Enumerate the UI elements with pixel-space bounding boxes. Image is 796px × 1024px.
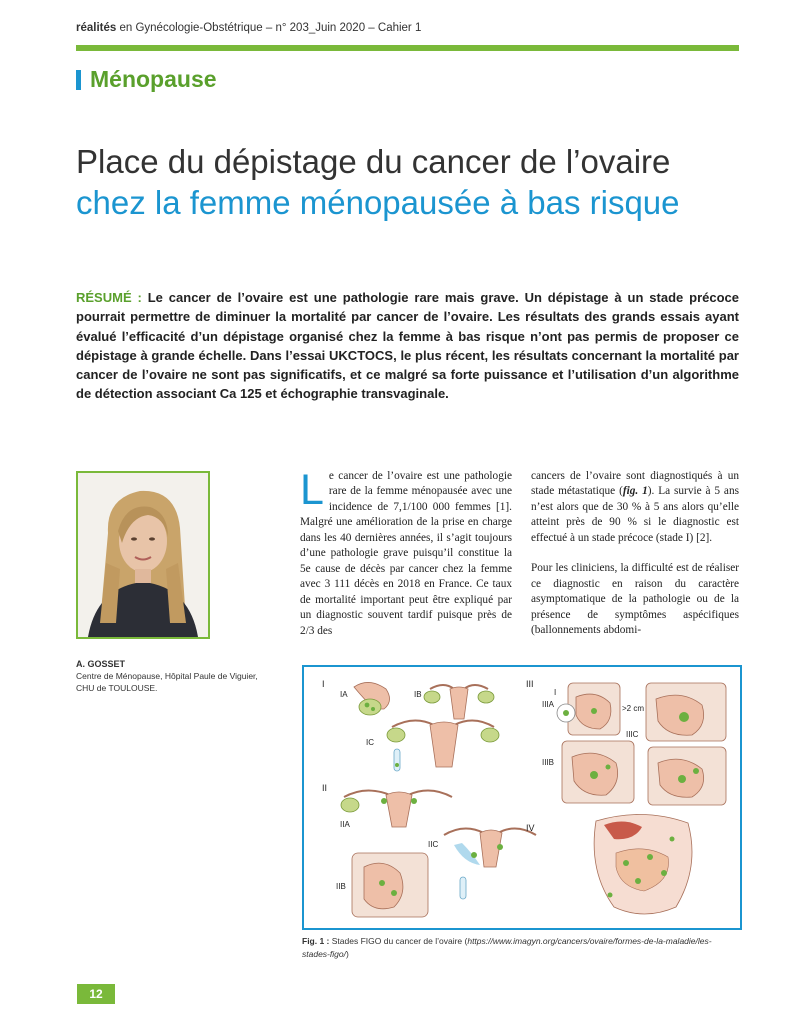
pelvis-iiib (562, 741, 634, 803)
figure-reference: fig. 1 (622, 485, 648, 498)
body-paragraph-1 (531, 469, 739, 546)
journal-name: réalités (76, 22, 117, 34)
label-stage-IIC: IIC (428, 840, 439, 849)
label-stage-IIA: IIA (340, 820, 350, 829)
author-block (76, 658, 276, 694)
pelvis-iiia (557, 683, 620, 735)
abstract (76, 288, 739, 404)
label-stage-IA: IA (340, 690, 348, 699)
article-title-line1: Place du dépistage du cancer de l’ovaire (76, 143, 671, 180)
uterus-ib (424, 685, 494, 719)
author-photo (76, 471, 210, 639)
label-stage-III: III (526, 679, 534, 689)
pelvis-iib (352, 853, 428, 917)
pelvis-iiic-bottom (648, 747, 726, 805)
label-gt2cm: >2 cm (622, 704, 645, 713)
author-portrait-image (78, 473, 208, 637)
label-stage-IIIB: IIIB (542, 758, 555, 767)
label-stage-IB: IB (414, 690, 422, 699)
caption-end: ) (345, 948, 349, 959)
body-text: cancers de l’ovaire sont diagnostiqués à un stade métastatique ( (531, 470, 739, 498)
caption-url[interactable]: https://www.imagyn.org/cancers/ovaire/formes-de-la-maladie/les-stades-figo/ (302, 936, 712, 959)
label-stage-IV: IV (526, 823, 535, 833)
uterus-ia (354, 682, 390, 715)
article-title-line2: chez la femme ménopausée à bas risque (76, 184, 680, 221)
label-stage-IIIC: IIIC (626, 730, 639, 739)
drop-cap: L (300, 466, 324, 514)
body-paragraph-2: Pour les cliniciens, la difficulté est de réaliser ce diagnostic en raison du caractère asymptomatique de la pathologie ou de la présence de symptômes aspécifiques (ballonnements abdomi- (531, 562, 739, 637)
body-text-col1: e cancer de l’ovaire est une pathologie rare de la femme ménopausée avec une incidence de 7,1/100 000 femmes [1]. Malgré une amélioration de la prise en charge dans les 40 dernières années, il s’agit toujours d’une pathologie grave puisqu’il constitue la 5e cause de décès par cancer chez la femme avec 3 111 décès en 2018 en France. Ce taux de mortalité important peut être expliqué par un diagnostic souvent tardif puisque près de 2/3 des (300, 470, 512, 637)
label-stage-I: I (322, 679, 325, 689)
figure-figo-stages (302, 665, 742, 930)
label-stage-III-i: I (554, 688, 557, 697)
section-marker (76, 70, 81, 90)
label-stage-II: II (322, 783, 328, 793)
author-name: A. GOSSET (76, 659, 126, 669)
abstract-text: Le cancer de l’ovaire est une pathologie rare mais grave. Un dépistage à un stade précoce pourrait permettre de diminuer la mortalité par cancer de l’ovaire. Les résultats des grands essais ayant évalué l’efficacité d’un dépistage organisé chez la femme à bas risque n’ont pas permis de proposer ce dépistage à grande échelle. Dans l’essai UKCTOCS, le plus récent, les résultats concernant la mortalité par cancer de l’ovaire ne sont pas significatifs, et ce malgré sa forte puissance et l’utilisation d’un algorithme de détection associant Ca 125 et échographie transvaginale. (76, 290, 739, 402)
page-number: 12 (77, 984, 115, 1004)
journal-issue: en Gynécologie-Obstétrique – n° 203_Juin 2020 – Cahier 1 (116, 22, 422, 34)
section-label (76, 66, 217, 93)
body-text: ). La survie à 5 ans n’est alors que de 30 % à 5 ans alors qu’elle atteint près de 90 % si le diagnostic est effectué à un stade précoce (stade I) [2]. (531, 485, 739, 544)
section-title: Ménopause (90, 66, 217, 92)
label-stage-IIB: IIB (336, 882, 346, 891)
figure-caption (302, 935, 738, 960)
pelvis-iiic-top (646, 683, 726, 741)
uterus-iia (341, 790, 452, 827)
author-affiliation: Centre de Ménopause, Hôpital Paule de Viguier, CHU de TOULOUSE. (76, 671, 258, 693)
running-header (76, 22, 421, 34)
figo-stages-illustration (304, 667, 740, 928)
caption-label: Fig. 1 : (302, 936, 330, 946)
uterus-ic (387, 720, 499, 771)
abstract-label: RÉSUMÉ : (76, 290, 142, 305)
header-rule (76, 45, 739, 51)
abdomen-iv (594, 814, 692, 914)
uterus-iic (444, 828, 536, 899)
caption-text: Stades FIGO du cancer de l’ovaire ( (329, 936, 468, 946)
body-column-2 (531, 469, 739, 654)
body-column-1 (300, 466, 512, 639)
label-stage-IC: IC (366, 738, 374, 747)
label-stage-IIIA: IIIA (542, 700, 555, 709)
